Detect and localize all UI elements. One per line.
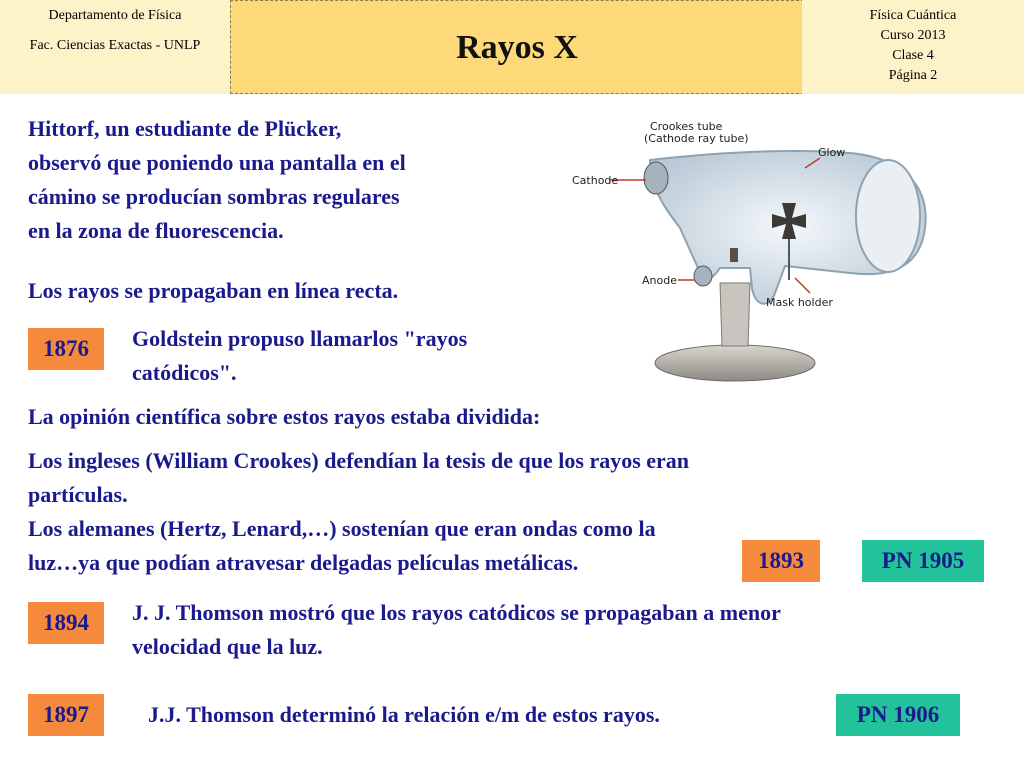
cathode-label: Cathode xyxy=(572,174,619,187)
straight-line-statement: Los rayos se propagaban en línea recta. xyxy=(28,278,399,303)
header-left-box xyxy=(0,0,230,94)
year-1876-badge: 1876 xyxy=(28,328,104,370)
opinion-statement: La opinión científica sobre estos rayos estaba dividida: xyxy=(28,404,541,429)
header-title-box xyxy=(230,0,804,94)
class-number: Clase 4 xyxy=(892,48,934,63)
mask-holder-label: Mask holder xyxy=(766,296,833,309)
tube-end xyxy=(856,160,920,272)
year-1897-badge: 1897 xyxy=(28,694,104,736)
text-line: luz…ya que podían atravesar delgadas películas metálicas. xyxy=(28,550,579,575)
goldstein-paragraph xyxy=(132,322,467,390)
page-number: Página 2 xyxy=(888,68,938,83)
text-line: cámino se producían sombras regulares xyxy=(28,184,400,209)
tube-label-sub: (Cathode ray tube) xyxy=(644,132,749,145)
text-line: Goldstein propuso llamarlos "rayos xyxy=(132,326,468,351)
text-line: observó que poniendo una pantalla en el xyxy=(28,150,406,175)
nobel-1905-badge: PN 1905 xyxy=(862,540,984,582)
cathode-cap xyxy=(644,162,668,194)
crookes-tube-figure xyxy=(570,108,940,398)
small-shield xyxy=(730,248,738,262)
faculty-name: Fac. Ciencias Exactas - UNLP xyxy=(29,38,201,53)
course-name: Física Cuántica xyxy=(869,8,957,23)
header-right-box xyxy=(802,0,1024,94)
anode-label: Anode xyxy=(642,274,677,287)
anode-cap xyxy=(694,266,712,286)
year-1894-badge: 1894 xyxy=(28,602,104,644)
tube-label: Crookes tube xyxy=(650,120,723,133)
text-line: partículas. xyxy=(28,482,128,507)
course-year: Curso 2013 xyxy=(880,28,946,43)
text-line: catódicos". xyxy=(132,360,237,385)
nobel-1906-badge: PN 1906 xyxy=(836,694,960,736)
tube-base xyxy=(655,345,815,381)
tube-stand xyxy=(720,283,750,346)
text-line: velocidad que la luz. xyxy=(132,634,323,659)
text-line: en la zona de fluorescencia. xyxy=(28,218,284,243)
text-line: Los alemanes (Hertz, Lenard,…) sostenían que eran ondas como la xyxy=(28,516,656,541)
ingleses-paragraph xyxy=(28,444,689,512)
mask-pointer xyxy=(795,278,810,293)
text-line: Los ingleses (William Crookes) defendían la tesis de que los rayos eran xyxy=(28,448,690,473)
page-title: Rayos X xyxy=(456,29,578,66)
thomson-em-statement: J.J. Thomson determinó la relación e/m de estos rayos. xyxy=(148,702,660,727)
hittorf-paragraph xyxy=(28,112,406,248)
text-line: Hittorf, un estudiante de Plücker, xyxy=(28,116,342,141)
glow-label: Glow xyxy=(818,146,846,159)
thomson-velocity-paragraph xyxy=(132,596,781,664)
text-line: J. J. Thomson mostró que los rayos catódicos se propagaban a menor xyxy=(132,600,781,625)
alemanes-paragraph xyxy=(28,512,656,580)
department-name: Departamento de Física xyxy=(48,8,182,23)
year-1893-badge: 1893 xyxy=(742,540,820,582)
